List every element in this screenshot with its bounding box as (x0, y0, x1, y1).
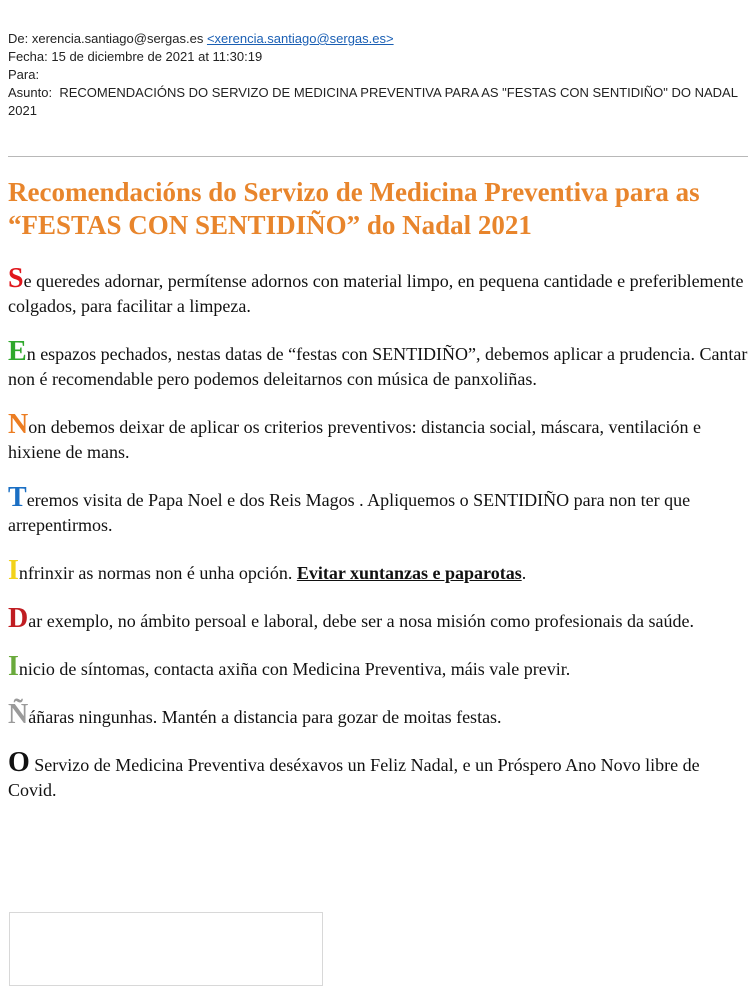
paragraph-i2 (8, 651, 752, 682)
paragraph-text: n espazos pechados, nestas datas de “festas con SENTIDIÑO”, debemos aplicar a prudencia. Cantar non é recomendable pero podemos deleitarnos con música de panxoliñas. (8, 344, 748, 389)
date-label: Fecha: (8, 49, 48, 64)
paragraph-text: nfrinxir as normas non é unha opción. (18, 563, 297, 583)
email-header (8, 30, 738, 120)
paragraph-i (8, 555, 752, 586)
paragraph-n (8, 409, 752, 465)
date-row (8, 48, 738, 66)
initial-letter: I (8, 555, 19, 586)
date-value: 15 de diciembre de 2021 at 11:30:19 (51, 49, 263, 64)
initial-letter: Ñ (8, 699, 29, 730)
paragraph-text: e queredes adornar, permítense adornos con material limpo, en pequena cantidade e preferiblemente colgados, para facilitar a limpeza. (8, 271, 744, 316)
from-address: xerencia.santiago@sergas.es (31, 31, 204, 46)
paragraph-o (8, 747, 752, 803)
from-row (8, 30, 738, 48)
initial-letter: T (8, 482, 27, 513)
from-email-link[interactable]: <xerencia.santiago@sergas.es> (206, 31, 394, 46)
email-body (8, 176, 752, 803)
to-label: Para: (8, 67, 40, 82)
header-divider (8, 156, 748, 157)
paragraph-e (8, 336, 752, 392)
avoid-gatherings-link[interactable]: Evitar xuntanzas e paparotas (296, 563, 522, 583)
paragraph-d (8, 603, 752, 634)
initial-letter: I (8, 651, 19, 682)
initial-letter: N (8, 409, 29, 440)
paragraph-text: Servizo de Medicina Preventiva deséxavos un Feliz Nadal, e un Próspero Ano Novo libre de Covid. (8, 755, 700, 800)
to-row (8, 66, 738, 84)
initial-letter: S (8, 263, 24, 294)
initial-letter: D (8, 603, 29, 634)
from-label: De: (8, 31, 29, 46)
empty-attachment-box (9, 912, 323, 986)
subject-value: RECOMENDACIÓNS DO SERVIZO DE MEDICINA PREVENTIVA PARA AS "FESTAS CON SENTIDIÑO" DO NADAL 2021 (8, 85, 738, 118)
subject-label: Asunto: (8, 85, 53, 100)
paragraph-text-end: . (521, 563, 527, 583)
paragraph-text: on debemos deixar de aplicar os criterios preventivos: distancia social, máscara, ventilación e hixiene de mans. (8, 417, 701, 462)
paragraph-text: eremos visita de Papa Noel e dos Reis Magos . Apliquemos o SENTIDIÑO para non ter que arrepentirmos. (8, 490, 691, 535)
initial-letter: O (8, 747, 30, 778)
paragraph-text: áñaras ningunhas. Mantén a distancia para gozar de moitas festas. (28, 707, 502, 727)
paragraph-text: ar exemplo, no ámbito persoal e laboral, debe ser a nosa misión como profesionais da saúde. (28, 611, 695, 631)
subject-row (8, 84, 738, 120)
paragraph-s (8, 263, 752, 319)
paragraph-t (8, 482, 752, 538)
paragraph-text: nicio de síntomas, contacta axiña con Medicina Preventiva, máis vale previr. (18, 659, 571, 679)
initial-letter: E (8, 336, 27, 367)
paragraph-enye (8, 699, 752, 730)
page-title: Recomendacións do Servizo de Medicina Preventiva para as “FESTAS CON SENTIDIÑO” do Nadal 2021 (8, 177, 700, 240)
